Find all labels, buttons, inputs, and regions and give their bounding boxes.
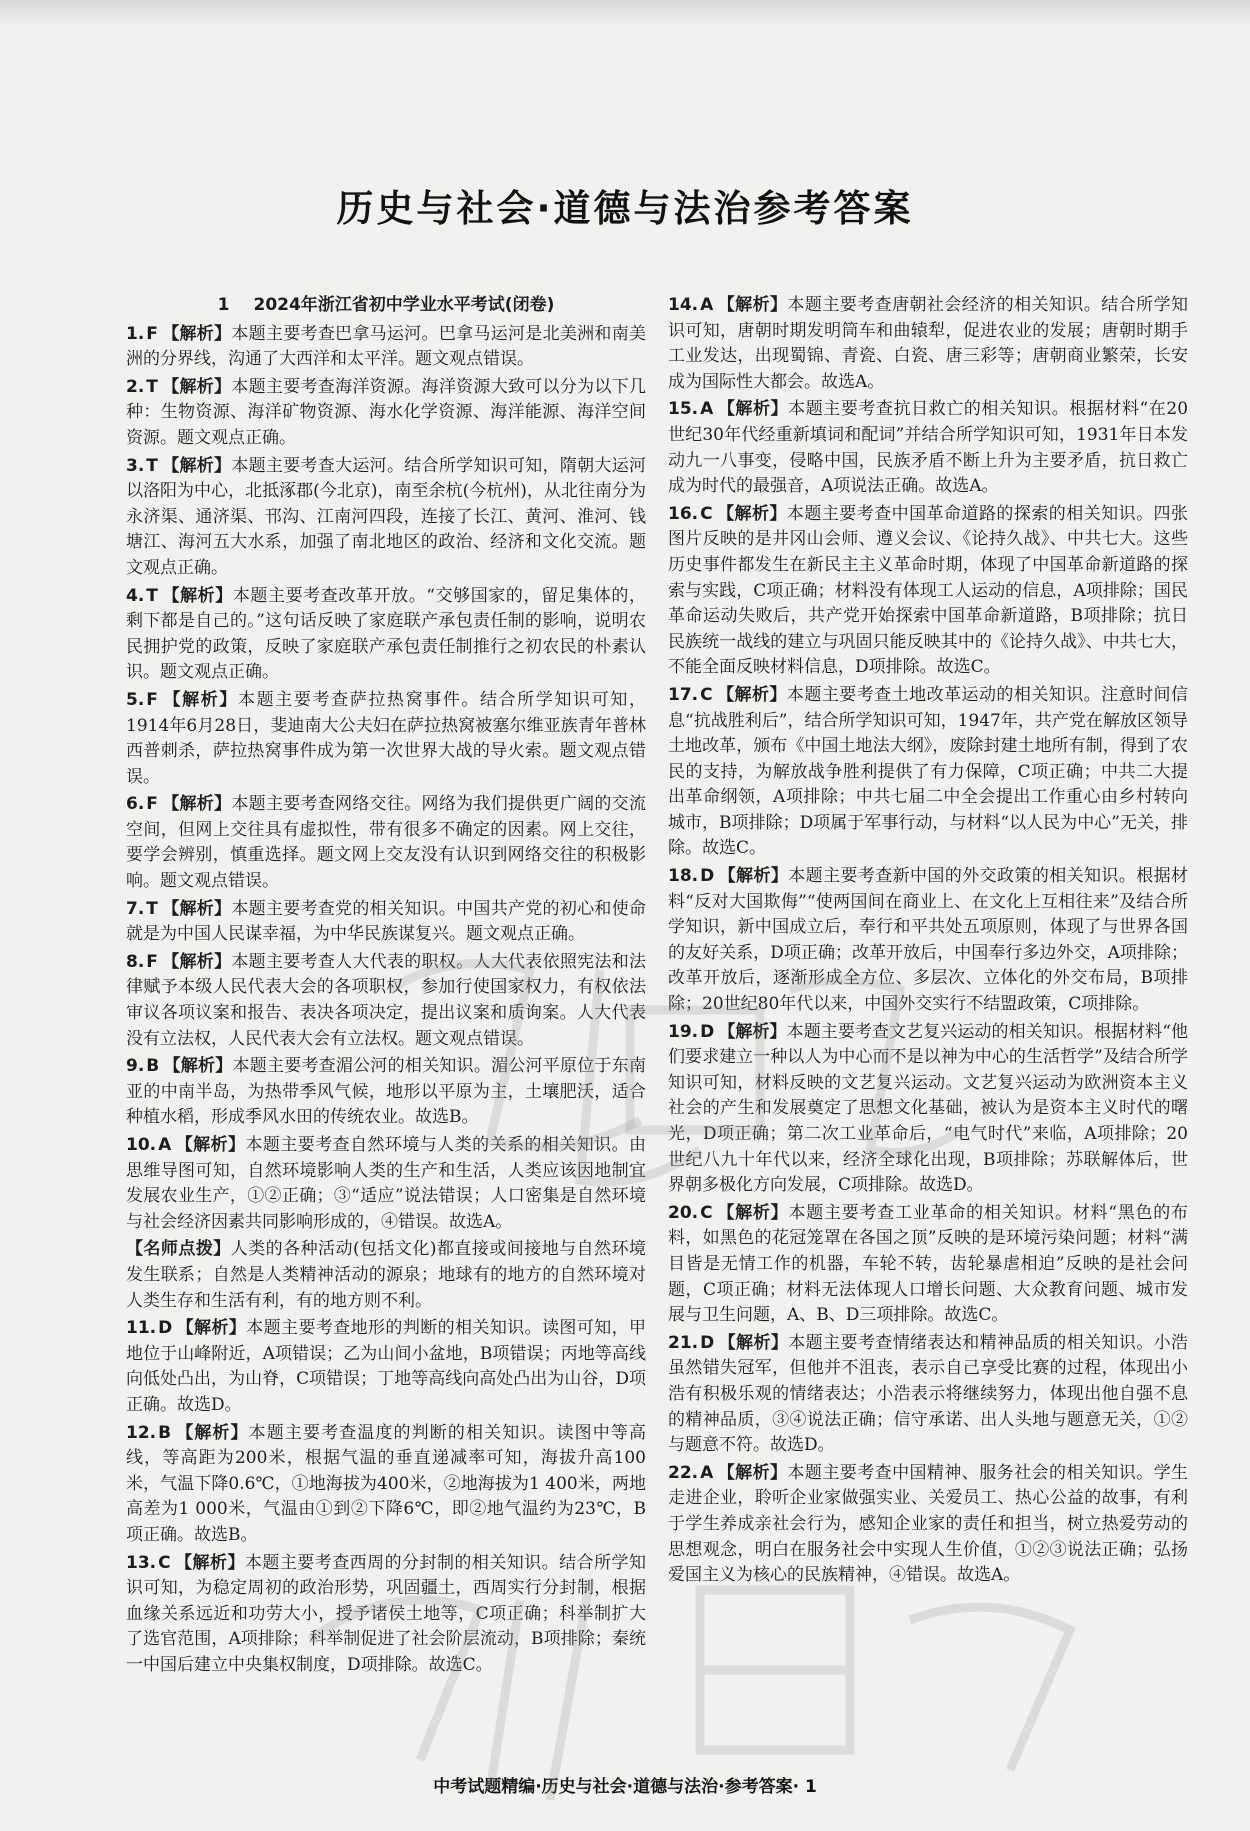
question-answer: F: [146, 794, 158, 815]
analysis-text: 本题主要考查唐朝社会经济的相关知识。结合所学知识可知，唐朝时期发明筒车和曲辕犁，促进农业的发展；唐朝时期手工业发达，出现蜀锦、青瓷、白瓷、唐三彩等；唐朝商业繁荣，长安成为国际性大都会。故选A。: [668, 295, 1189, 392]
analysis-tag: 【解析】: [161, 455, 232, 476]
question-answer: T: [146, 376, 158, 397]
analysis-text: 本题主要考查新中国的外交政策的相关知识。根据材料“反对大国欺侮”“使两国间在商业上、在文化上互相往来”及结合所学知识，新中国成立后，奉行和平共处五项原则，体现了与世界各国的友好关系，D项正确；改革开放后，中国奉行多边外交，A项排除；改革开放后，逐渐形成全方位、多层次、立体化的外交布局，B项排除；20世纪80年代以来，中国外交实行不结盟政策，C项排除。: [668, 866, 1189, 1015]
question-answer: C: [158, 1552, 171, 1573]
page-top-edge: [0, 0, 1250, 26]
analysis-tag: 【解析】: [716, 1202, 789, 1223]
analysis-text: 本题主要考查文艺复兴运动的相关知识。根据材料“他们要求建立一种以人为中心而不是以神为中心的生活哲学”及结合所学知识可知，材料反映的文艺复兴运动。文艺复兴运动为欧洲资本主义社会的产生和发展奠定了思想文化基础，被认为是资本主义时代的曙光，D项正确；第二次工业革命后，“电气时代”来临，A项排除；20世纪八九十年代以来，经济全球化出现，B项排除；苏联解体后，世界朝多极化方向发展，C项排除。故选D。: [668, 1021, 1188, 1196]
question-item: [126, 322, 646, 373]
question-number: 15.: [668, 399, 699, 420]
question-answer: C: [700, 1202, 713, 1223]
question-item: [668, 683, 1188, 862]
question-item: [668, 1020, 1188, 1199]
question-item: [126, 897, 646, 948]
question-item: [668, 864, 1188, 1018]
left-column: [126, 293, 646, 1680]
analysis-text: 本题主要考查人大代表的职权。人大代表依照宪法和法律赋予本级人民代表大会的各项职权，参加行使国家权力，有权依法审议各项议案和报告、表决各项决定，提出议案和质询案。人大代表没有立法权，人民代表大会有立法权。题文观点错误。: [126, 951, 647, 1049]
exam-heading: [126, 293, 646, 319]
question-answer: F: [146, 323, 158, 344]
analysis-text: 本题主要考查大运河。结合所学知识可知，隋朝大运河以洛阳为中心，北抵涿郡(今北京)，南至余杭(今杭州)，从北往南分为永济渠、通济渠、邗沟、江南河四段，连接了长江、黄河、淮河、钱塘江、海河五大水系，加强了南北地区的政治、经济和文化交流。题文观点正确。: [126, 455, 647, 578]
page-footer: 中考试题精编·历史与社会·道德与法治·参考答案· 1: [433, 1777, 817, 1797]
analysis-tag: 【解析】: [174, 1552, 245, 1573]
tip-text: 人类的各种活动(包括文化)都直接或间接地与自然环境发生联系；自然是人类精神活动的源泉；地球有的地方的自然环境对人类生存和生活有利，有的地方则不利。: [126, 1239, 647, 1311]
question-item: [126, 950, 646, 1052]
question-item: [126, 1551, 646, 1679]
question-answer: A: [700, 1462, 714, 1483]
question-number: 19.: [668, 1021, 699, 1042]
question-item: [126, 1421, 646, 1549]
question-item: [126, 454, 646, 582]
analysis-text: 本题主要考查党的相关知识。中国共产党的初心和使命就是为中国人民谋幸福，为中华民族谋复兴。题文观点正确。: [126, 898, 647, 945]
question-answer: F: [146, 689, 158, 710]
question-answer: C: [700, 684, 713, 705]
question-number: 9.: [126, 1056, 145, 1077]
analysis-text: 本题主要考查西周的分封制的相关知识。结合所学知识可知，为稳定周初的政治形势，巩固疆土，西周实行分封制，根据血缘关系远近和功劳大小，授予诸侯土地等，C项正确；科举制扩大了选官范围，A项排除；科举制促进了社会阶层流动，B项排除；秦统一中国后建立中央集权制度，D项排除。故选C。: [126, 1552, 647, 1675]
right-column: [668, 293, 1188, 1591]
analysis-tag: 【解析】: [161, 951, 232, 972]
question-number: 12.: [126, 1422, 157, 1443]
question-number: 21.: [668, 1332, 699, 1353]
question-item: [668, 1461, 1188, 1589]
question-number: 17.: [668, 684, 699, 705]
question-answer: B: [158, 1422, 172, 1443]
analysis-tag: 【解析】: [716, 684, 787, 705]
analysis-tag: 【解析】: [175, 1135, 246, 1155]
question-number: 22.: [668, 1462, 699, 1483]
analysis-tag: 【解析】: [718, 1332, 789, 1353]
analysis-text: 本题主要考查地形的判断的相关知识。读图可知，甲地位于山峰附近，A项错误；乙为山间小盆地，B项错误；丙地等高线向低处凸出，为山脊，C项错误；丁地等高线向高处凸出为山谷，D项正确。故选D。: [126, 1318, 647, 1415]
tip-tag: 【名师点拨】: [126, 1239, 231, 1260]
analysis-tag: 【解析】: [176, 1318, 247, 1339]
analysis-tag: 【解析】: [161, 794, 232, 815]
analysis-text: 本题主要考查改革开放。“交够国家的，留足集体的，剩下都是自己的。”这句话反映了家庭联产承包责任制的影响，说明农民拥护党的政策，反映了家庭联产承包责任制推行之初农民的朴素认识。题文观点正确。: [126, 585, 646, 683]
question-number: 16.: [668, 503, 699, 524]
question-answer: D: [158, 1318, 173, 1339]
analysis-text: 本题主要考查中国精神、服务社会的相关知识。学生走进企业，聆听企业家做强实业、关爱员工、热心公益的故事，有利于学生养成亲社会行为，感知企业家的责任和担当，树立热爱劳动的思想观念，明白在服务社会中实现人生价值，①②③说法正确；弘扬爱国主义为核心的民族精神，④错误。故选A。: [668, 1462, 1189, 1586]
analysis-text: 本题主要考查湄公河的相关知识。湄公河平原位于东南亚的中南半岛，为热带季风气候，地形以平原为主，土壤肥沃，适合种植水稻，形成季风水田的传统农业。故选B。: [126, 1056, 646, 1128]
analysis-text: 本题主要考查海洋资源。海洋资源大致可以分为以下几种：生物资源、海洋矿物资源、海水化学资源、海洋能源、海洋空间资源。题文观点正确。: [126, 376, 647, 448]
question-answer: C: [700, 503, 713, 524]
analysis-text: 本题主要考查自然环境与人类的关系的相关知识。由思维导图可知，自然环境影响人类的生产和生活，人类应该因地制宜发展农业生产，①②正确；③“适应”说法错误；人口密集是自然环境与社会经济因素共同影响形成的，④错误。故选A。: [126, 1135, 647, 1232]
analysis-tag: 【解析】: [161, 898, 232, 919]
question-number: 13.: [126, 1552, 157, 1573]
question-answer: F: [146, 951, 158, 972]
analysis-text: 本题主要考查土地改革运动的相关知识。注意时间信息“抗战胜利后”，结合所学知识可知，1947年，共产党在解放区领导土地改革，颁布《中国土地法大纲》，废除封建土地所有制，得到了农民的支持，为解放战争胜利提供了有力保障，C项正确；中共二大提出革命纲领，A项排除；中共七届二中全会提出工作重心由乡村转向城市，B项排除；D项属于军事行动，与材料“以人民为中心”无关，排除。故选C。: [668, 684, 1189, 859]
question-item: [126, 375, 646, 452]
analysis-tag: 【解析】: [717, 399, 789, 420]
question-number: 20.: [668, 1202, 699, 1223]
question-number: 10.: [126, 1135, 157, 1155]
analysis-text: 本题主要考查工业革命的相关知识。材料“黑色的布料，如黑色的花冠笼罩在各国之顶”反映的是环境污染问题；材料“满目皆是无情工作的机器，车轮不转，齿轮暴虐相迫”反映的是社会问题，C项正确；材料无法体现人口增长问题、大众教育问题、城市发展与卫生问题，A、B、D三项排除。故选C。: [668, 1202, 1188, 1326]
analysis-tag: 【解析】: [717, 1462, 788, 1483]
analysis-text: 本题主要考查萨拉热窝事件。结合所学知识可知，1914年6月28日，斐迪南大公夫妇在萨拉热窝被塞尔维亚族青年普林西普刺杀，萨拉热窝事件成为第一次世界大战的导火索。题文观点错误。: [126, 689, 647, 787]
analysis-tag: 【解析】: [716, 503, 787, 524]
analysis-text: 本题主要考查温度的判断的相关知识。读图中等高线，等高距为200米，根据气温的垂直递减率可知，海拔升高100米，气温下降0.6℃，①地海拔为400米，②地海拔为1 400米，两地高差为1 000米，气温由①到②下降6℃，即②地气温约为23℃，B项正确。故选B。: [126, 1422, 647, 1545]
exam-number: 1: [217, 295, 230, 315]
question-number: 8.: [126, 951, 145, 972]
analysis-tag: 【解析】: [161, 689, 239, 710]
question-answer: D: [700, 866, 715, 887]
question-item: [126, 1316, 646, 1418]
question-answer: T: [146, 455, 158, 476]
question-number: 18.: [668, 866, 699, 887]
question-number: 5.: [126, 689, 145, 710]
question-answer: D: [700, 1332, 715, 1353]
question-item: [126, 688, 646, 790]
analysis-tag: 【解析】: [161, 585, 233, 606]
question-item: [126, 792, 646, 894]
question-item: [668, 1331, 1188, 1459]
question-answer: T: [146, 585, 158, 606]
analysis-tag: 【解析】: [161, 323, 232, 344]
analysis-tag: 【解析】: [718, 866, 789, 887]
exam-name: 2024年浙江省初中学业水平考试(闭卷): [253, 295, 555, 315]
question-item: [126, 584, 646, 686]
question-answer: A: [700, 399, 714, 420]
analysis-text: 本题主要考查中国革命道路的探索的相关知识。四张图片反映的是井冈山会师、遵义会议、《论持久战》、中共七大。这些历史事件都发生在新民主主义革命时期，体现了中国革命新道路的探索与实践，C项正确；材料没有体现工人运动的信息，A项排除；国民革命运动失败后，共产党开始探索中国革命新道路，B项排除；抗日民族统一战线的建立与巩固只能反映其中的《论持久战》、中共七大，不能全面反映材料信息，D项排除。故选C。: [668, 503, 1189, 678]
analysis-text: 本题主要考查抗日救亡的相关知识。根据材料“在20世纪30年代经重新填词和配词”并结合所学知识可知，1931年日本发动九一八事变，侵略中国，民族矛盾不断上升为主要矛盾，抗日救亡成为时代的最强音，A项说法正确。故选A。: [668, 399, 1189, 497]
question-answer: A: [158, 1135, 172, 1155]
question-answer: T: [146, 898, 158, 919]
analysis-tag: 【解析】: [175, 1422, 249, 1443]
question-item: [668, 397, 1188, 499]
question-answer: D: [700, 1021, 715, 1042]
analysis-text: 本题主要考查网络交往。网络为我们提供更广阔的交流空间，但网上交往具有虚拟性，带有很多不确定的因素。网上交往，要学会辨别，慎重选择。题文网上交友没有认识到网络交往的积极影响。题文观点错误。: [126, 794, 647, 892]
question-number: 7.: [126, 898, 145, 919]
question-number: 14.: [668, 295, 699, 315]
question-item: [126, 1133, 646, 1235]
analysis-tag: 【解析】: [717, 295, 788, 315]
question-number: 1.: [126, 323, 145, 344]
question-answer: B: [146, 1056, 160, 1077]
analysis-text: 本题主要考查巴拿马运河。巴拿马运河是北美洲和南美洲的分界线，沟通了大西洋和太平洋。题文观点错误。: [126, 323, 647, 370]
analysis-text: 本题主要考查情绪表达和精神品质的相关知识。小浩虽然错失冠军，但他并不沮丧，表示自己享受比赛的过程，体现出小浩有积极乐观的情绪表达；小浩表示将继续努力，体现出他自强不息的精神品质，③④说法正确；信守承诺、出人头地与题意无关，①②与题意不符。故选D。: [668, 1332, 1189, 1456]
question-answer: A: [700, 295, 714, 315]
question-number: 6.: [126, 794, 145, 815]
analysis-tag: 【解析】: [163, 1056, 233, 1077]
question-number: 11.: [126, 1318, 157, 1339]
page-title: 历史与社会·道德与法治参考答案: [336, 187, 914, 230]
question-item: [668, 1201, 1188, 1329]
teacher-tip: [126, 1237, 646, 1314]
question-number: 4.: [126, 585, 145, 606]
question-item: [668, 293, 1188, 395]
question-number: 3.: [126, 455, 145, 476]
question-number: 2.: [126, 376, 145, 397]
analysis-tag: 【解析】: [718, 1021, 787, 1042]
analysis-tag: 【解析】: [161, 376, 232, 397]
question-item: [126, 1054, 646, 1131]
question-item: [668, 502, 1188, 681]
